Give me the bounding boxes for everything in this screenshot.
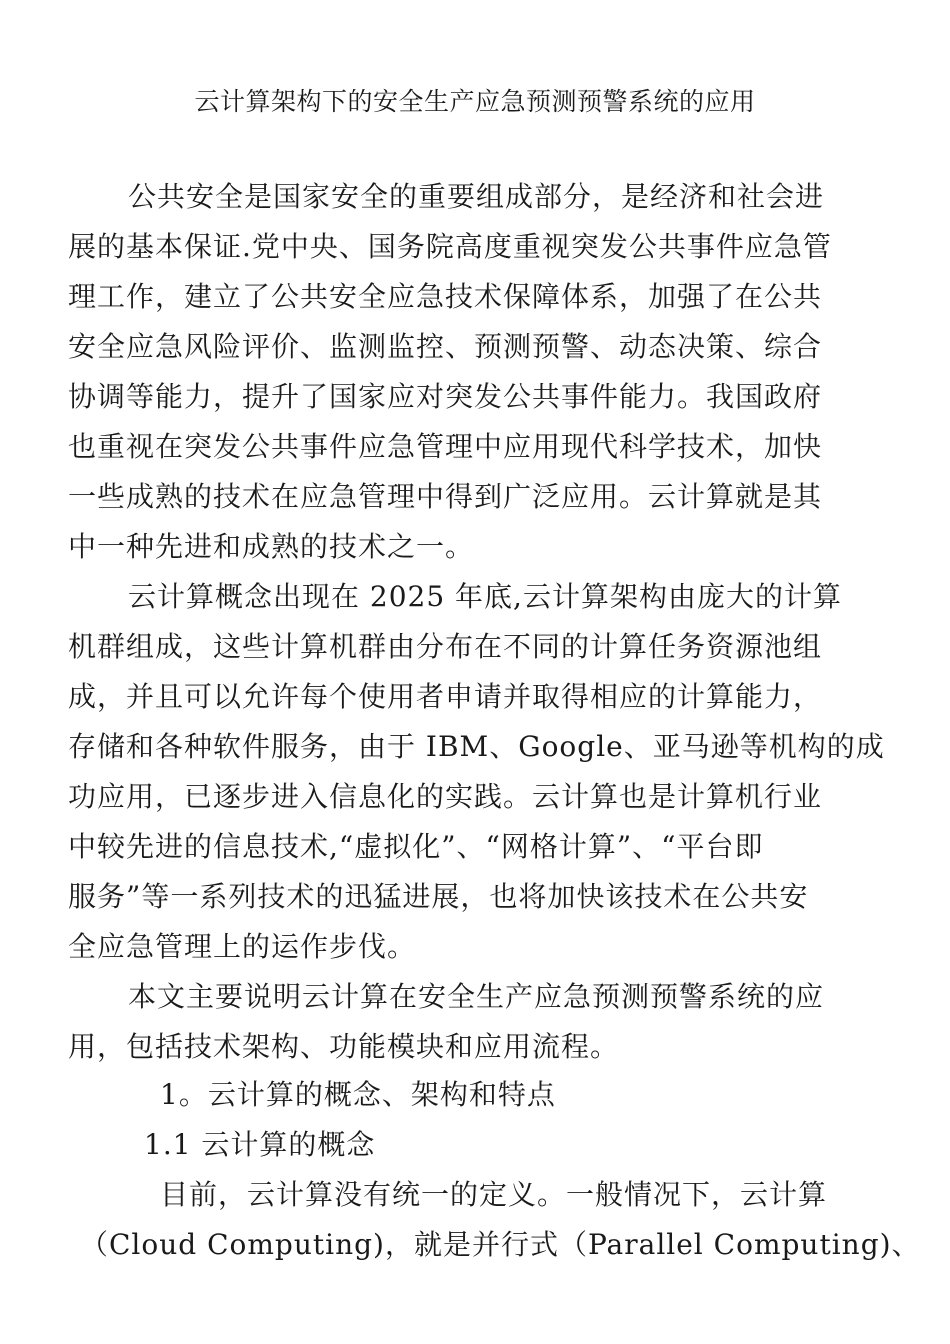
paragraph-line: 也重视在突发公共事件应急管理中应用现代科学技术，加快	[68, 430, 823, 463]
paragraph-line: 存储和各种软件服务，由于 IBM、Google、亚马逊等机构的成	[68, 730, 885, 763]
paragraph-line: 用，包括技术架构、功能模块和应用流程。	[68, 1030, 620, 1063]
paragraph-line: 公共安全是国家安全的重要组成部分，是经济和社会进	[128, 180, 825, 213]
paragraph-line: 安全应急风险评价、监测监控、预测预警、动态决策、综合	[68, 330, 823, 363]
paragraph-line: 一些成熟的技术在应急管理中得到广泛应用。云计算就是其	[68, 480, 823, 513]
paragraph-line: 本文主要说明云计算在安全生产应急预测预警系统的应	[128, 980, 825, 1013]
paragraph-line: 理工作，建立了公共安全应急技术保障体系，加强了在公共	[68, 280, 823, 313]
paragraph-line: 展的基本保证.党中央、国务院高度重视突发公共事件应急管	[68, 230, 832, 263]
paragraph-line: 中较先进的信息技术,“虚拟化”、“网格计算”、“平台即	[68, 830, 764, 863]
paragraph-line: 云计算概念出现在 2025 年底,云计算架构由庞大的计算	[128, 580, 842, 613]
paragraph-line: 全应急管理上的运作步伐。	[68, 930, 417, 963]
paragraph-line: 机群组成，这些计算机群由分布在不同的计算任务资源池组	[68, 630, 823, 663]
section-heading: 1。云计算的概念、架构和特点	[160, 1078, 556, 1111]
subsection-heading: 1.1 云计算的概念	[144, 1128, 376, 1161]
paragraph-line: （Cloud Computing)，就是并行式（Parallel Computing)、	[80, 1228, 921, 1261]
paragraph-line: 中一种先进和成熟的技术之一。	[68, 530, 475, 563]
document-title: 云计算架构下的安全生产应急预测预警系统的应用	[194, 87, 756, 116]
paragraph-line: 协调等能力，提升了国家应对突发公共事件能力。我国政府	[68, 380, 823, 413]
paragraph-line: 服务”等一系列技术的迅猛进展，也将加快该技术在公共安	[68, 880, 809, 913]
paragraph-line: 目前，云计算没有统一的定义。一般情况下，云计算	[160, 1178, 828, 1211]
paragraph-line: 功应用，已逐步进入信息化的实践。云计算也是计算机行业	[68, 780, 823, 813]
paragraph-line: 成，并且可以允许每个使用者申请并取得相应的计算能力，	[68, 680, 823, 713]
